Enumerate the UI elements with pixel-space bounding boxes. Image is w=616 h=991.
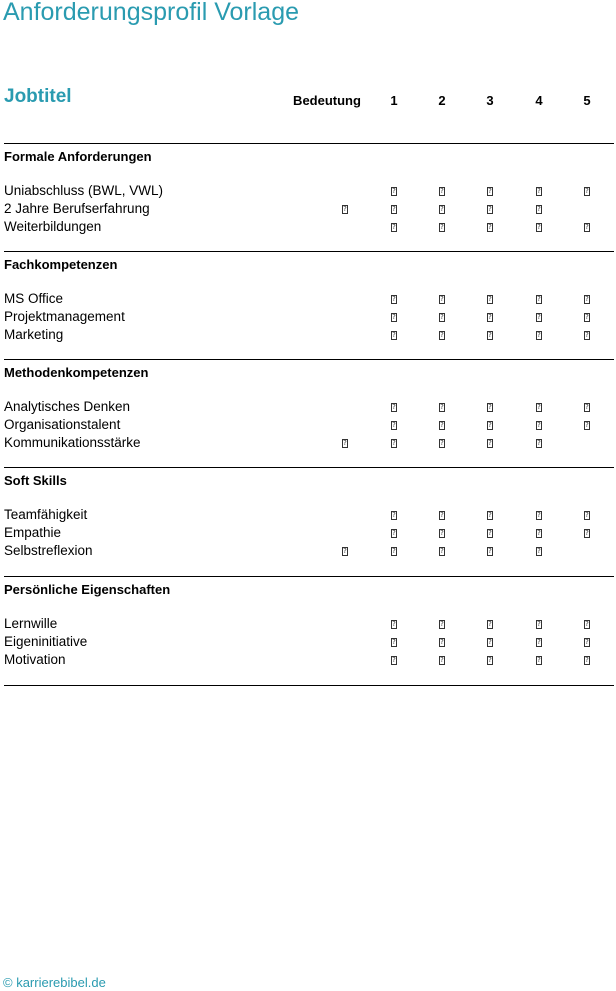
- rating-checkbox[interactable]: ?: [585, 187, 589, 195]
- rating-checkbox[interactable]: ?: [392, 313, 396, 321]
- rating-checkbox[interactable]: ?: [537, 656, 541, 664]
- row-label: Teamfähigkeit: [4, 507, 88, 522]
- rating-checkbox[interactable]: ?: [585, 511, 589, 519]
- row-label: Weiterbildungen: [4, 219, 102, 234]
- rating-checkbox[interactable]: ?: [343, 547, 347, 555]
- rating-checkbox[interactable]: ?: [488, 403, 492, 411]
- column-header-1: 1: [390, 93, 398, 108]
- rating-checkbox[interactable]: ?: [537, 403, 541, 411]
- column-header-5: 5: [583, 93, 591, 108]
- rating-checkbox[interactable]: ?: [343, 439, 347, 447]
- rating-checkbox[interactable]: ?: [585, 313, 589, 321]
- rating-checkbox[interactable]: ?: [537, 205, 541, 213]
- table-row: [0, 543, 616, 561]
- rating-checkbox[interactable]: ?: [488, 529, 492, 537]
- rating-checkbox[interactable]: ?: [585, 529, 589, 537]
- table-row: [0, 435, 616, 453]
- rating-checkbox[interactable]: ?: [537, 313, 541, 321]
- row-label: Motivation: [4, 652, 66, 667]
- rating-checkbox[interactable]: ?: [488, 656, 492, 664]
- rating-checkbox[interactable]: ?: [392, 656, 396, 664]
- section-divider: [4, 143, 614, 144]
- row-label: Analytisches Denken: [4, 399, 131, 414]
- rating-checkbox[interactable]: ?: [392, 205, 396, 213]
- rating-checkbox[interactable]: ?: [440, 187, 444, 195]
- rating-checkbox[interactable]: ?: [585, 331, 589, 339]
- document-title: Anforderungsprofil Vorlage: [3, 0, 300, 26]
- rating-checkbox[interactable]: ?: [585, 421, 589, 429]
- column-header-importance: Bedeutung: [293, 93, 361, 108]
- rating-checkbox[interactable]: ?: [537, 439, 541, 447]
- row-label: Marketing: [4, 327, 64, 342]
- row-label: Selbstreflexion: [4, 543, 93, 558]
- rating-checkbox[interactable]: ?: [440, 547, 444, 555]
- rating-checkbox[interactable]: ?: [488, 620, 492, 628]
- rating-checkbox[interactable]: ?: [537, 295, 541, 303]
- row-label: 2 Jahre Berufserfahrung: [4, 201, 150, 216]
- rating-checkbox[interactable]: ?: [488, 205, 492, 213]
- rating-checkbox[interactable]: ?: [585, 638, 589, 646]
- table-bottom-rule: [4, 685, 614, 686]
- rating-checkbox[interactable]: ?: [537, 223, 541, 231]
- rating-checkbox[interactable]: ?: [440, 403, 444, 411]
- section-divider: [4, 251, 614, 252]
- table-row: [0, 616, 616, 634]
- table-row: [0, 417, 616, 435]
- rating-checkbox[interactable]: ?: [392, 638, 396, 646]
- row-label: Eigeninitiative: [4, 634, 88, 649]
- rating-checkbox[interactable]: ?: [537, 511, 541, 519]
- rating-checkbox[interactable]: ?: [488, 511, 492, 519]
- rating-checkbox[interactable]: ?: [537, 529, 541, 537]
- rating-checkbox[interactable]: ?: [392, 421, 396, 429]
- rating-checkbox[interactable]: ?: [440, 295, 444, 303]
- row-label: MS Office: [4, 291, 64, 306]
- rating-checkbox[interactable]: ?: [537, 638, 541, 646]
- table-row: [0, 525, 616, 543]
- table-row: [0, 291, 616, 309]
- rating-checkbox[interactable]: ?: [392, 511, 396, 519]
- row-label: Organisationstalent: [4, 417, 121, 432]
- rating-checkbox[interactable]: ?: [440, 439, 444, 447]
- rating-checkbox[interactable]: ?: [440, 313, 444, 321]
- rating-checkbox[interactable]: ?: [392, 223, 396, 231]
- rating-checkbox[interactable]: ?: [537, 620, 541, 628]
- rating-checkbox[interactable]: ?: [488, 331, 492, 339]
- rating-checkbox[interactable]: ?: [537, 547, 541, 555]
- rating-checkbox[interactable]: ?: [488, 638, 492, 646]
- rating-checkbox[interactable]: ?: [392, 620, 396, 628]
- rating-checkbox[interactable]: ?: [585, 656, 589, 664]
- row-label: Empathie: [4, 525, 62, 540]
- section-title: Methodenkompetenzen: [4, 365, 149, 380]
- section-divider: [4, 359, 614, 360]
- rating-checkbox[interactable]: ?: [392, 547, 396, 555]
- rating-checkbox[interactable]: ?: [392, 331, 396, 339]
- row-label: Kommunikationsstärke: [4, 435, 141, 450]
- row-label: Projektmanagement: [4, 309, 125, 324]
- section-title: Soft Skills: [4, 473, 67, 488]
- table-row: [0, 219, 616, 237]
- rating-checkbox[interactable]: ?: [440, 511, 444, 519]
- rating-checkbox[interactable]: ?: [488, 439, 492, 447]
- column-header-3: 3: [486, 93, 494, 108]
- rating-checkbox[interactable]: ?: [488, 547, 492, 555]
- rating-checkbox[interactable]: ?: [488, 187, 492, 195]
- table-row: [0, 201, 616, 219]
- rating-checkbox[interactable]: ?: [585, 295, 589, 303]
- column-header-2: 2: [438, 93, 446, 108]
- rating-checkbox[interactable]: ?: [585, 403, 589, 411]
- rating-checkbox[interactable]: ?: [440, 638, 444, 646]
- table-row: [0, 309, 616, 327]
- rating-checkbox[interactable]: ?: [488, 313, 492, 321]
- rating-checkbox[interactable]: ?: [392, 403, 396, 411]
- column-header-4: 4: [535, 93, 543, 108]
- rating-checkbox[interactable]: ?: [440, 656, 444, 664]
- rating-checkbox[interactable]: ?: [488, 421, 492, 429]
- row-label: Uniabschluss (BWL, VWL): [4, 183, 164, 198]
- rating-checkbox[interactable]: ?: [392, 439, 396, 447]
- rating-checkbox[interactable]: ?: [537, 421, 541, 429]
- rating-checkbox[interactable]: ?: [392, 529, 396, 537]
- rating-checkbox[interactable]: ?: [585, 620, 589, 628]
- rating-checkbox[interactable]: ?: [392, 295, 396, 303]
- section-title: Fachkompetenzen: [4, 257, 118, 272]
- section-divider: [4, 576, 614, 577]
- table-row: [0, 634, 616, 652]
- section-title: Persönliche Eigenschaften: [4, 582, 171, 597]
- table-row: [0, 327, 616, 345]
- table-row: [0, 399, 616, 417]
- rating-checkbox[interactable]: ?: [440, 205, 444, 213]
- rating-checkbox[interactable]: ?: [343, 205, 347, 213]
- job-title: Jobtitel: [4, 86, 72, 107]
- table-row: [0, 507, 616, 525]
- table-row: [0, 183, 616, 201]
- section-title: Formale Anforderungen: [4, 149, 152, 164]
- rating-checkbox[interactable]: ?: [440, 223, 444, 231]
- rating-checkbox[interactable]: ?: [440, 620, 444, 628]
- rating-checkbox[interactable]: ?: [488, 295, 492, 303]
- table-header-row: [0, 86, 616, 116]
- rating-checkbox[interactable]: ?: [440, 421, 444, 429]
- rating-checkbox[interactable]: ?: [440, 529, 444, 537]
- rating-checkbox[interactable]: ?: [440, 331, 444, 339]
- rating-checkbox[interactable]: ?: [585, 223, 589, 231]
- section-divider: [4, 467, 614, 468]
- rating-checkbox[interactable]: ?: [488, 223, 492, 231]
- rating-checkbox[interactable]: ?: [537, 187, 541, 195]
- rating-checkbox[interactable]: ?: [537, 331, 541, 339]
- rating-checkbox[interactable]: ?: [392, 187, 396, 195]
- footer-credit: © karrierebibel.de: [3, 975, 106, 990]
- table-row: [0, 652, 616, 670]
- row-label: Lernwille: [4, 616, 58, 631]
